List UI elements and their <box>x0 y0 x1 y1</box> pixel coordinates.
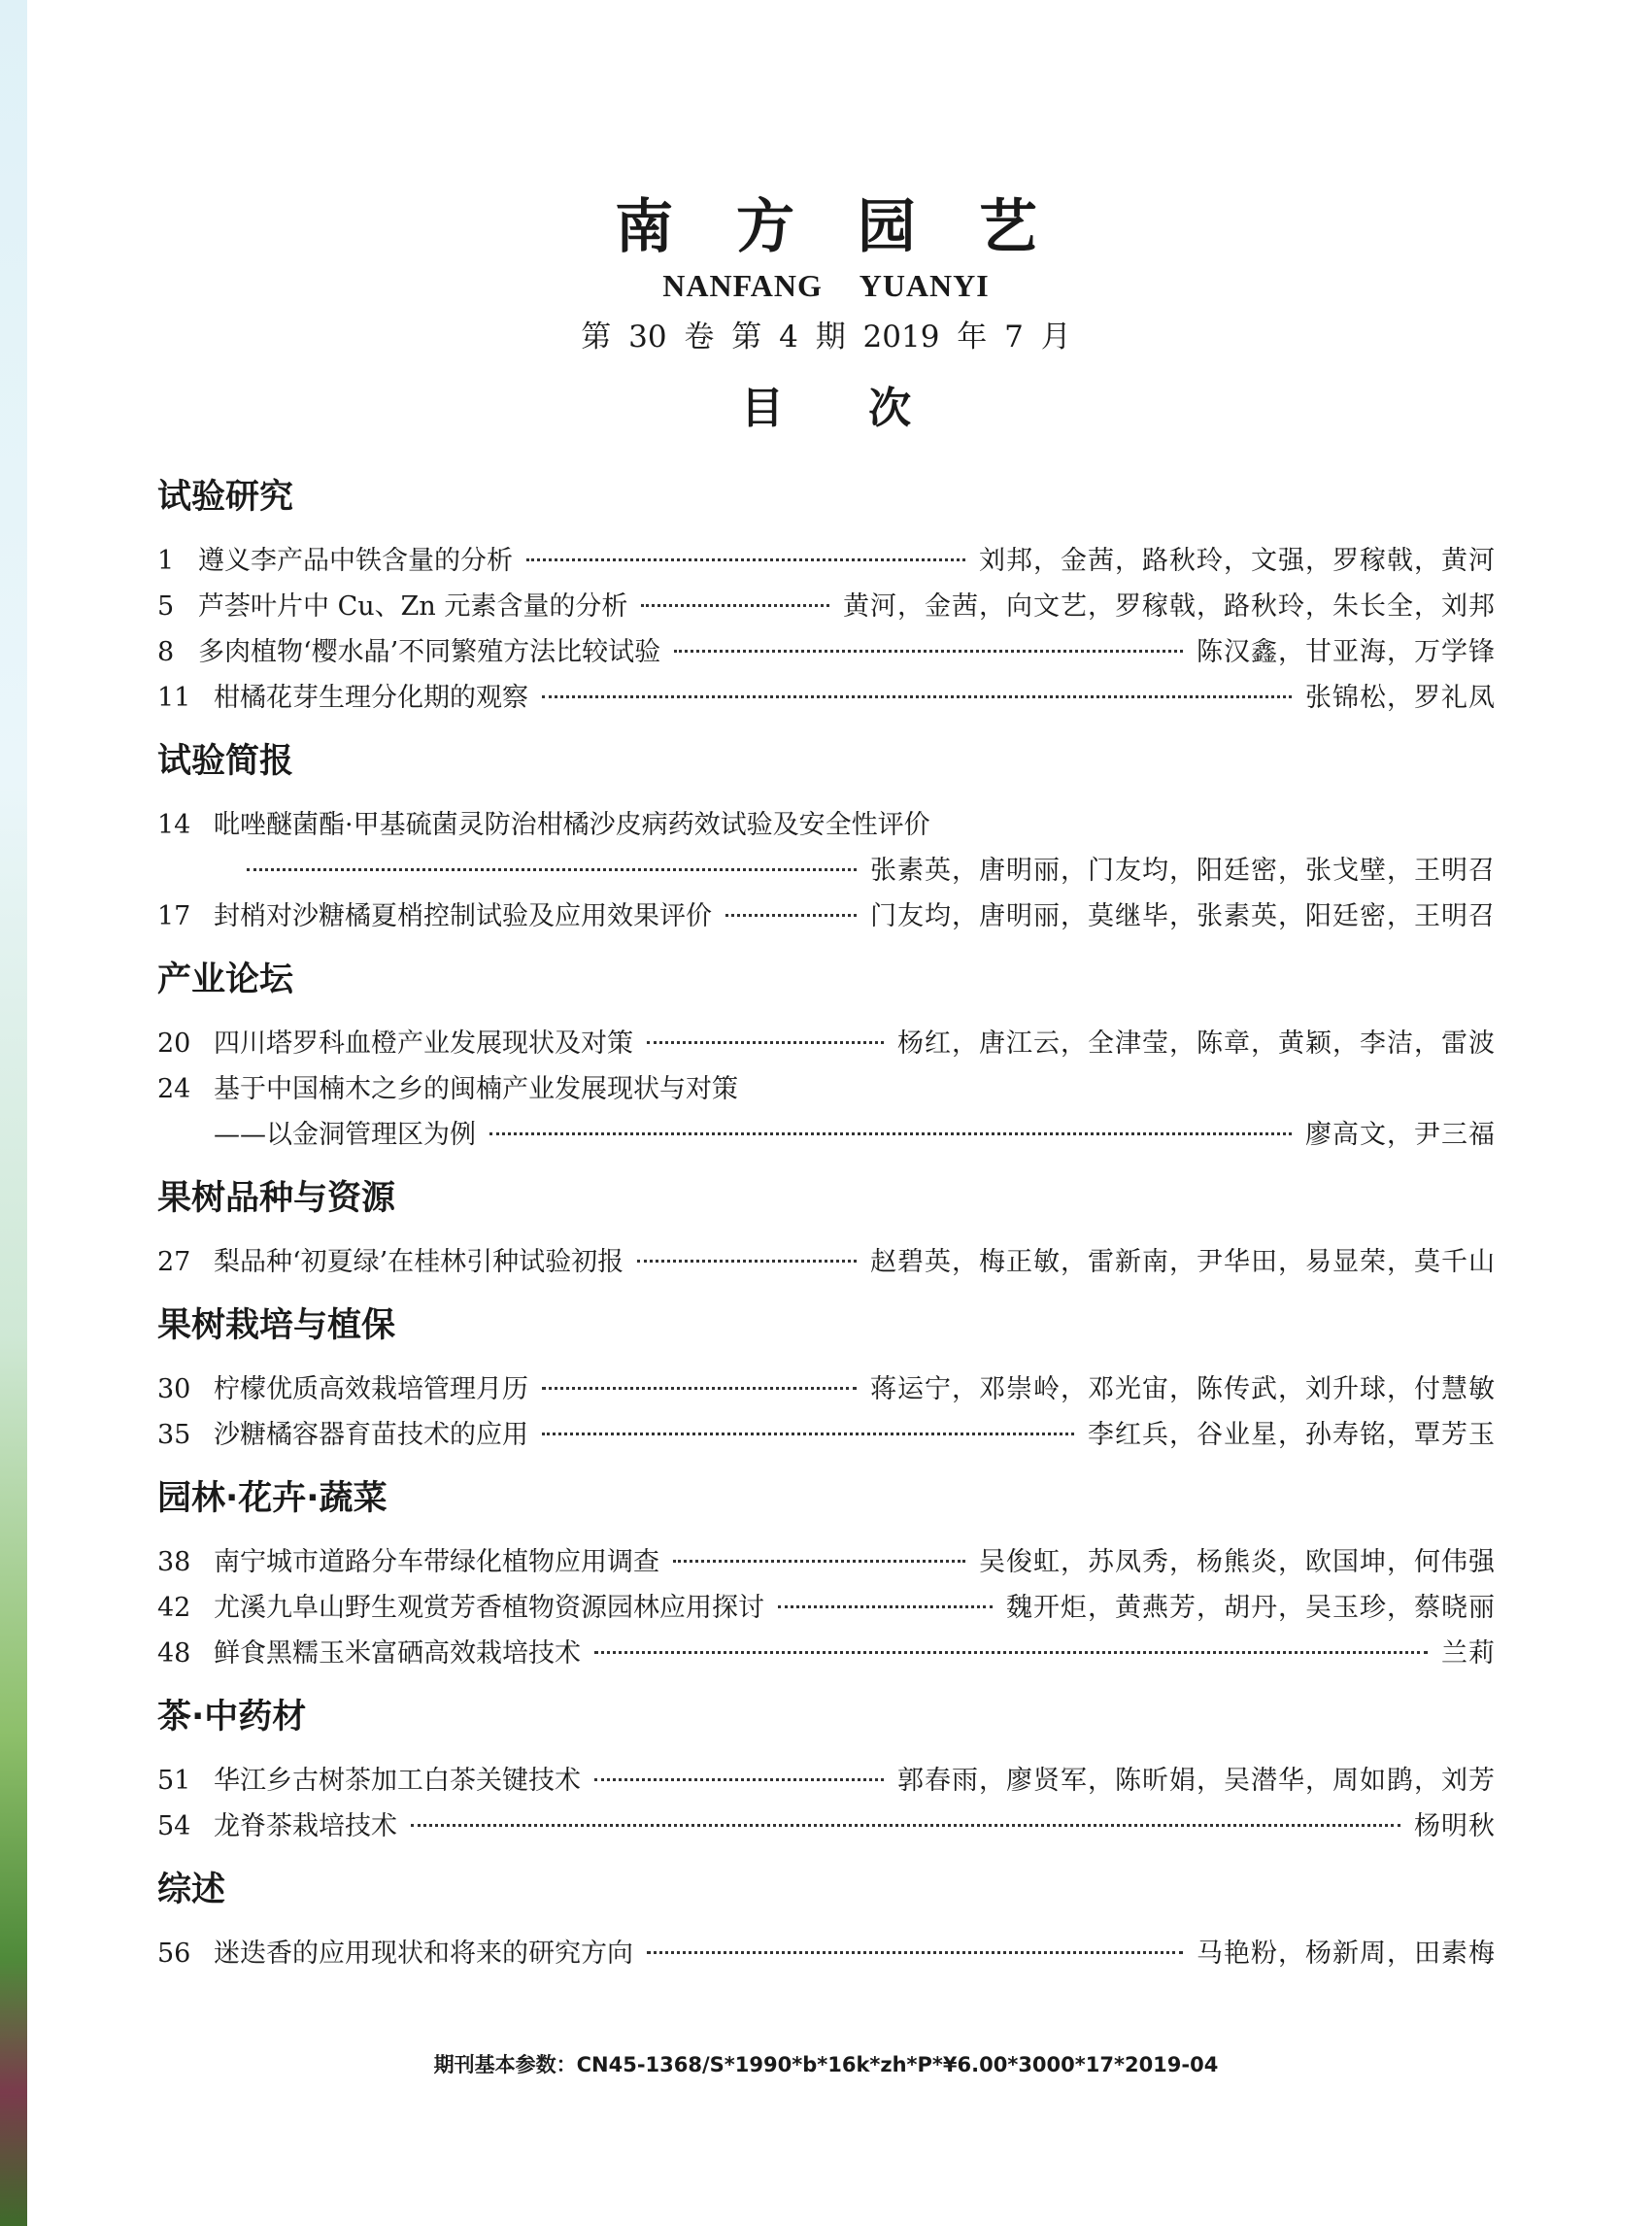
dot-leader <box>673 1560 965 1563</box>
section-title: 试验研究 <box>157 478 294 517</box>
toc-entry[interactable] <box>157 584 1496 629</box>
entry-page: 20 <box>157 1029 191 1059</box>
entry-page: 38 <box>157 1547 191 1577</box>
entry-page: 51 <box>157 1766 191 1796</box>
toc-entry[interactable] <box>157 1021 1496 1066</box>
entry-page: 11 <box>157 683 191 713</box>
entry-page: 42 <box>157 1593 191 1623</box>
entry-page: 56 <box>157 1939 191 1969</box>
toc-entry[interactable] <box>157 1539 1496 1585</box>
entry-title: 沙糖橘容器育苗技术的应用 <box>214 1420 528 1450</box>
entry-page: 24 <box>157 1074 191 1104</box>
toc-entry-continuation[interactable] <box>157 1112 1496 1158</box>
dot-leader <box>647 1951 1183 1954</box>
dot-leader <box>247 868 857 871</box>
entry-page: 54 <box>157 1811 191 1841</box>
entry-authors: 杨明秋 <box>1414 1811 1496 1841</box>
entry-title: 封梢对沙糖橘夏梢控制试验及应用效果评价 <box>214 901 712 931</box>
entry-page: 14 <box>157 810 191 840</box>
entry-page: 30 <box>157 1374 191 1404</box>
toc-entry[interactable] <box>157 1585 1496 1631</box>
dot-leader <box>542 1387 857 1390</box>
toc-entry[interactable] <box>157 1366 1496 1412</box>
dot-leader <box>542 1433 1074 1435</box>
dot-leader <box>594 1778 884 1781</box>
entry-authors: 魏开炬，黄燕芳，胡丹，吴玉珍，蔡晓丽 <box>1006 1593 1496 1623</box>
dot-leader <box>489 1132 1292 1135</box>
dot-leader <box>647 1041 884 1044</box>
toc-entry[interactable] <box>157 802 1496 848</box>
section-title: 园林·花卉·蔬菜 <box>157 1479 388 1518</box>
entry-page: 27 <box>157 1247 191 1277</box>
section-title: 茶·中药材 <box>157 1698 307 1737</box>
table-of-contents <box>157 456 1496 1976</box>
entry-page: 8 <box>157 637 175 667</box>
entry-title: 迷迭香的应用现状和将来的研究方向 <box>214 1939 633 1969</box>
entry-page: 5 <box>157 591 175 622</box>
entry-title: 鲜食黑糯玉米富硒高效栽培技术 <box>214 1638 581 1669</box>
entry-page: 35 <box>157 1420 191 1450</box>
dot-leader <box>594 1651 1428 1654</box>
entry-title: 遵义李产品中铁含量的分析 <box>198 546 513 576</box>
entry-page: 17 <box>157 901 191 931</box>
toc-entry[interactable] <box>157 1758 1496 1804</box>
entry-title: 多肉植物‘樱水晶’不同繁殖方法比较试验 <box>198 637 661 667</box>
contents-heading: 目 次 <box>740 384 947 433</box>
toc-entry[interactable] <box>157 1239 1496 1285</box>
section-title: 果树栽培与植保 <box>157 1306 396 1345</box>
entry-title: 华江乡古树茶加工白茶关键技术 <box>214 1766 581 1796</box>
dot-leader <box>725 914 857 917</box>
toc-entry[interactable] <box>157 538 1496 584</box>
section-title: 试验简报 <box>157 742 294 781</box>
entry-title: 龙脊茶栽培技术 <box>214 1811 397 1841</box>
entry-page: 48 <box>157 1638 191 1669</box>
entry-authors: 马艳粉，杨新周，田素梅 <box>1197 1939 1496 1969</box>
toc-entry[interactable] <box>157 675 1496 721</box>
entry-subtitle: ——以金洞管理区为例 <box>214 1120 476 1150</box>
dot-leader <box>637 1260 857 1263</box>
toc-entry[interactable] <box>157 1066 1496 1112</box>
entry-authors: 蒋运宁，邓崇岭，邓光宙，陈传武，刘升球，付慧敏 <box>870 1374 1496 1404</box>
entry-authors: 张锦松，罗礼凤 <box>1305 683 1496 713</box>
entry-title: 柑橘花芽生理分化期的观察 <box>214 683 528 713</box>
entry-title: 南宁城市道路分车带绿化植物应用调查 <box>214 1547 659 1577</box>
journal-parameters: 期刊基本参数：CN45-1368/S*1990*b*16k*zh*P*¥6.00*3000*17*2019-04 <box>433 2053 1219 2076</box>
entry-title: 尤溪九阜山野生观赏芳香植物资源园林应用探讨 <box>214 1593 764 1623</box>
section-title: 产业论坛 <box>157 961 294 999</box>
entry-page: 1 <box>157 546 175 576</box>
dot-leader <box>526 558 965 561</box>
toc-entry[interactable] <box>157 629 1496 675</box>
toc-entry[interactable] <box>157 1412 1496 1458</box>
entry-authors: 杨红，唐江云，全津莹，陈章，黄颖，李洁，雷波 <box>897 1029 1496 1059</box>
dot-leader <box>778 1605 993 1608</box>
dot-leader <box>411 1824 1400 1827</box>
journal-title-en: NANFANG YUANYI <box>662 268 990 303</box>
entry-authors: 赵碧英，梅正敏，雷新南，尹华田，易显荣，莫千山 <box>870 1247 1496 1277</box>
entry-authors: 吴俊虹，苏凤秀，杨熊炎，欧国坤，何伟强 <box>979 1547 1496 1577</box>
entry-title: 梨品种‘初夏绿’在桂林引种试验初报 <box>214 1247 624 1277</box>
entry-title: 柠檬优质高效栽培管理月历 <box>214 1374 528 1404</box>
toc-entry[interactable] <box>157 1631 1496 1676</box>
toc-entry[interactable] <box>157 1804 1496 1849</box>
entry-authors: 张素英，唐明丽，门友均，阳廷密，张戈壁，王明召 <box>870 856 1496 886</box>
entry-authors: 郭春雨，廖贤军，陈昕娟，吴潜华，周如鹍，刘芳 <box>897 1766 1496 1796</box>
issue-line: 第 30 卷 第 4 期 2019 年 7 月 <box>581 320 1071 354</box>
toc-entry[interactable] <box>157 1931 1496 1976</box>
section-title: 综述 <box>157 1871 226 1909</box>
entry-authors: 廖高文，尹三福 <box>1305 1120 1496 1150</box>
toc-entry-continuation[interactable] <box>157 848 1496 894</box>
entry-title: 吡唑醚菌酯·甲基硫菌灵防治柑橘沙皮病药效试验及安全性评价 <box>214 810 930 840</box>
journal-header <box>0 194 1652 435</box>
section-title: 果树品种与资源 <box>157 1179 396 1218</box>
dot-leader <box>641 604 829 607</box>
entry-authors: 门友均，唐明丽，莫继毕，张素英，阳廷密，王明召 <box>870 901 1496 931</box>
dot-leader <box>542 695 1292 698</box>
entry-authors: 兰莉 <box>1441 1638 1496 1669</box>
journal-title-cn: 南 方 园 艺 <box>615 193 1059 261</box>
entry-title: 基于中国楠木之乡的闽楠产业发展现状与对策 <box>214 1074 738 1104</box>
toc-entry[interactable] <box>157 894 1496 939</box>
entry-title: 四川塔罗科血橙产业发展现状及对策 <box>214 1029 633 1059</box>
entry-authors: 刘邦，金茜，路秋玲，文强，罗稼戟，黄河 <box>979 546 1496 576</box>
entry-authors: 黄河，金茜，向文艺，罗稼戟，路秋玲，朱长全，刘邦 <box>843 591 1496 622</box>
entry-authors: 陈汉鑫，甘亚海，万学锋 <box>1197 637 1496 667</box>
entry-title: 芦荟叶片中 Cu、Zn 元素含量的分析 <box>198 591 628 622</box>
dot-leader <box>674 650 1183 653</box>
entry-authors: 李红兵，谷业星，孙寿铭，覃芳玉 <box>1088 1420 1496 1450</box>
